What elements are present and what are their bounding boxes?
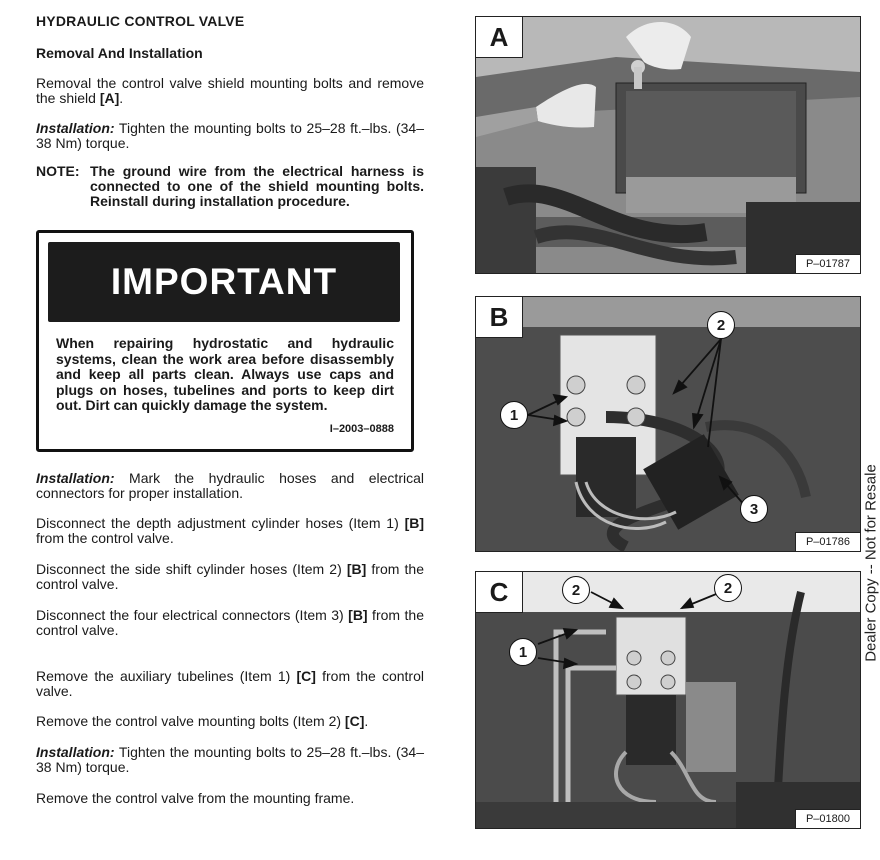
step-tail: from the control valve. [36,607,424,638]
figure-ref: [A] [99,90,120,106]
step-tail: from the control valve. [36,561,424,592]
installation-note-torque-2 [36,745,424,775]
figure-c-callout-2-right: 2 [714,574,742,602]
section-title: HYDRAULIC CONTROL VALVE [36,13,245,29]
step-text: Mark the hydraulic hoses and electrical connectors for proper installation. [36,470,424,501]
figure-ref: [C] [296,668,316,684]
step-text: Removal the control valve shield mounting bolts and remove the shield [36,75,424,106]
step-text: Tighten the mounting bolts to 25–28 ft.–lbs. (34–38 Nm) torque. [36,120,424,151]
step-text: Remove the control valve from the mounting frame. [36,790,355,806]
step-text: Tighten the mounting bolts to 25–28 ft.–lbs. (34–38 Nm) torque. [36,744,424,775]
figure-b-label: B [476,297,523,338]
figure-b-callout-2: 2 [707,311,735,339]
note-text: The ground wire from the electrical harness is connected to one of the shield mounting bolts. Reinstall during installation procedure. [90,163,424,209]
step-tail: . [119,90,124,106]
step-tail: from the control valve. [36,530,174,546]
dealer-watermark [861,440,880,685]
step-text: Disconnect the side shift cylinder hoses (Item 2) [36,561,347,577]
step-tail: from the control valve. [36,668,424,699]
figure-c-photo [475,571,861,829]
important-banner: IMPORTANT [48,242,400,322]
installation-note-torque-1 [36,121,424,151]
figure-b-photo [475,296,861,552]
installation-label: Installation: [36,744,115,760]
step-text: Disconnect the four electrical connectors (Item 3) [36,607,349,623]
step-remove-valve [36,791,424,806]
installation-label: Installation: [36,120,115,136]
figure-a-illustration [476,17,860,273]
step-tail: . [364,713,369,729]
figure-b-code: P–01786 [795,532,860,551]
figure-c-callout-1: 1 [509,638,537,666]
figure-a-photo [475,16,861,274]
figure-c-code: P–01800 [795,809,860,828]
step-disconnect-side-shift-hoses [36,562,424,592]
step-remove-mounting-bolts [36,714,424,729]
figure-a-code: P–01787 [795,254,860,273]
step-disconnect-depth-hoses [36,516,424,546]
important-code: I–2003–0888 [329,423,394,435]
step-text: Remove the control valve mounting bolts (Item 2) [36,713,345,729]
watermark-text: Dealer Copy -- Not for Resale [862,463,880,662]
step-remove-tubelines [36,669,424,699]
figure-c-label: C [476,572,523,613]
installation-label: Installation: [36,470,115,486]
figure-b-callout-1: 1 [500,401,528,429]
figure-ref: [B] [348,607,368,623]
important-notice [36,230,414,452]
figure-ref: [C] [344,713,365,729]
subsection-title: Removal And Installation [36,45,203,61]
figure-b-illustration [476,297,860,551]
step-text: Remove the auxiliary tubelines (Item 1) [36,668,297,684]
note-label: NOTE: [36,163,80,179]
figure-c-illustration [476,572,860,828]
note-ground-wire [36,164,424,209]
step-remove-shield [36,76,424,106]
step-disconnect-connectors [36,608,424,638]
step-text: Disconnect the depth adjustment cylinder hoses (Item 1) [36,515,405,531]
figure-a-label: A [476,17,523,58]
installation-note-mark-hoses [36,471,424,501]
figure-b-callout-3: 3 [740,495,768,523]
figure-ref: [B] [404,515,424,531]
important-text: When repairing hydrostatic and hydraulic systems, clean the work area before disassembly and keep all parts clean. Always use caps and plugs on hoses, tubelines and ports to keep dirt out. Dirt can quickly damage the system. [56,335,394,413]
figure-ref: [B] [346,561,367,577]
figure-c-callout-2-left: 2 [562,576,590,604]
